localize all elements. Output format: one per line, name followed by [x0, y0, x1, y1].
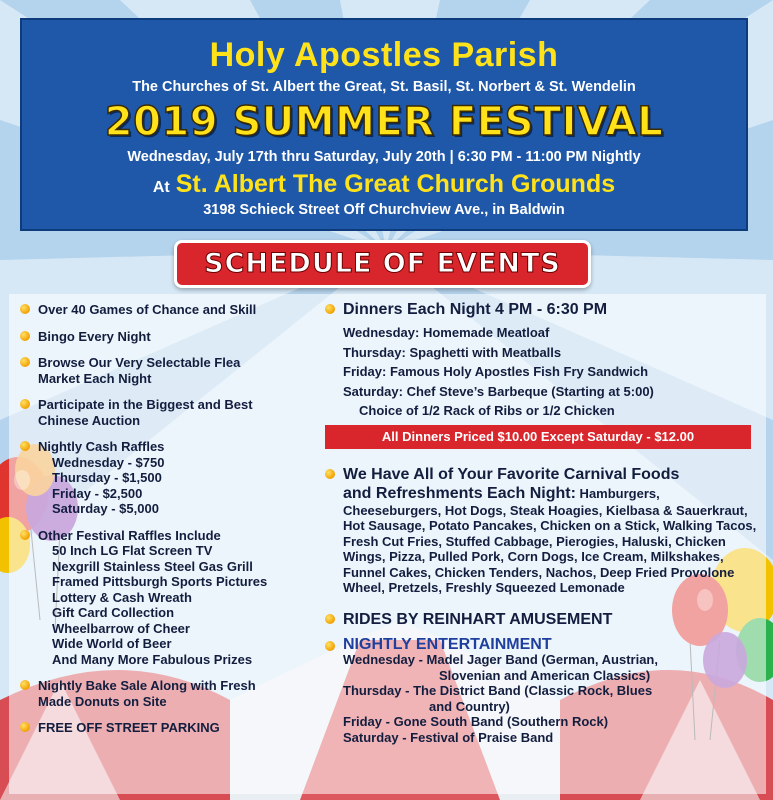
prize-item: 50 Inch LG Flat Screen TV — [52, 543, 213, 558]
dinner-item: Wednesday: Homemade Meatloaf — [343, 325, 550, 340]
list-item — [20, 678, 310, 709]
flea-text-1: Browse Our Very Selectable Flea — [38, 355, 241, 370]
bullet-icon — [20, 399, 30, 409]
foods-lead-1: We Have All of Your Favorite Carnival Foods — [343, 465, 680, 483]
dinners-heading — [325, 300, 765, 319]
ent-fri: Friday - Gone South Band (Southern Rock) — [343, 714, 609, 729]
raffle-item: Saturday - $5,000 — [52, 501, 159, 516]
prize-item: Wide World of Beer — [52, 636, 172, 651]
at-label: At — [152, 179, 170, 196]
bullet-icon — [20, 441, 30, 451]
left-column — [20, 302, 310, 736]
foods-section — [325, 465, 765, 596]
parish-title: Holy Apostles Parish — [209, 36, 559, 74]
list-item — [20, 397, 310, 428]
bullet-icon — [20, 331, 30, 341]
bullet-icon — [20, 357, 30, 367]
dinner-item: Thursday: Spaghetti with Meatballs — [343, 344, 562, 360]
bullet-icon — [325, 614, 335, 624]
raffle-item: Friday - $2,500 — [52, 485, 143, 501]
bullet-icon — [325, 304, 335, 314]
list-item — [20, 528, 310, 668]
dinner-choice: Choice of 1/2 Rack of Ribs or 1/2 Chicken — [359, 403, 615, 418]
ent-wed-2: Slovenian and American Classics) — [439, 667, 651, 683]
location-name: St. Albert The Great Church Grounds — [175, 170, 616, 198]
games-text: Over 40 Games of Chance and Skill — [38, 302, 257, 317]
ent-wed-1: Wednesday - Madel Jager Band (German, Austrian, — [343, 652, 658, 667]
bullet-icon — [20, 304, 30, 314]
bullet-icon — [325, 469, 335, 479]
bullet-icon — [20, 722, 30, 732]
header-banner — [20, 18, 748, 231]
churches-line: The Churches of St. Albert the Great, St. Basil, St. Norbert & St. Wendelin — [132, 79, 636, 95]
foods-list: Cheeseburgers, Hot Dogs, Steak Hoagies, Kielbasa & Sauerkraut, Hot Sausage, Potato Pancakes, Chicken on a Stick, Walking Tacos, Fresh Cut Fries, Stuffed Cabbage, Pierogies, Haluski, Chicken Wings, Pizza, Pulled Pork, Corn Dogs, Ice Cream, Milkshakes, Funnel Cakes, Chicken Tenders, Nachos, Deep Fried Provolone Wheel, Pretzels, Freshly Squeezed Lemonade — [343, 502, 757, 595]
bake-text-2: Made Donuts on Site — [38, 693, 167, 709]
location-line — [22, 170, 746, 199]
foods-list-start: Hamburgers, — [575, 485, 660, 501]
ent-sat: Saturday - Festival of Praise Band — [343, 729, 554, 745]
prize-item: Lottery & Cash Wreath — [52, 589, 192, 605]
festival-title: 2019 SUMMER FESTIVAL — [104, 99, 664, 145]
entertainment-section — [325, 637, 765, 746]
list-item — [20, 329, 310, 345]
bingo-text: Bingo Every Night — [38, 328, 151, 344]
auction-text-1: Participate in the Biggest and Best — [38, 397, 253, 412]
rides-section — [325, 610, 765, 629]
prize-item: Nexgrill Stainless Steel Gas Grill — [52, 558, 253, 574]
price-note: All Dinners Priced $10.00 Except Saturday - $12.00 — [325, 425, 751, 449]
prize-item: Gift Card Collection — [52, 605, 175, 620]
schedule-title: SCHEDULE OF EVENTS — [174, 240, 591, 288]
address: 3198 Schieck Street Off Churchview Ave., in Baldwin — [203, 202, 565, 218]
ent-thu-2: and Country) — [429, 698, 510, 714]
bullet-icon — [20, 680, 30, 690]
raffle-item: Wednesday - $750 — [52, 454, 165, 470]
prize-item: Wheelbarrow of Cheer — [52, 620, 190, 636]
rides-text: RIDES BY REINHART AMUSEMENT — [343, 610, 613, 628]
bullet-icon — [325, 641, 335, 651]
auction-text-2: Chinese Auction — [38, 412, 141, 428]
raffles-title: Nightly Cash Raffles — [38, 439, 165, 454]
list-item — [20, 302, 310, 318]
prize-item: And Many More Fabulous Prizes — [52, 651, 253, 667]
foods-lead-2: and Refreshments Each Night: — [343, 484, 576, 502]
other-raffles-title: Other Festival Raffles Include — [38, 527, 221, 543]
entertainment-title: NIGHTLY ENTERTAINMENT — [343, 635, 552, 653]
raffle-item: Thursday - $1,500 — [52, 470, 162, 485]
dinners-title: Dinners Each Night 4 PM - 6:30 PM — [343, 301, 608, 318]
list-item — [20, 355, 310, 386]
prize-item: Framed Pittsburgh Sports Pictures — [52, 574, 268, 589]
dinner-item: Saturday: Chef Steve’s Barbeque (Starting at 5:00) — [343, 383, 654, 399]
right-column — [325, 300, 765, 745]
dinner-item: Friday: Famous Holy Apostles Fish Fry Sandwich — [343, 364, 649, 379]
bullet-icon — [20, 530, 30, 540]
parking-text: FREE OFF STREET PARKING — [38, 720, 220, 735]
bake-text-1: Nightly Bake Sale Along with Fresh — [38, 678, 256, 693]
list-item — [20, 439, 310, 517]
flea-text-2: Market Each Night — [38, 370, 152, 386]
list-item — [20, 720, 310, 736]
ent-thu-1: Thursday - The District Band (Classic Rock, Blues — [343, 683, 653, 698]
festival-dates: Wednesday, July 17th thru Saturday, July 20th | 6:30 PM - 11:00 PM Nightly — [127, 149, 641, 165]
